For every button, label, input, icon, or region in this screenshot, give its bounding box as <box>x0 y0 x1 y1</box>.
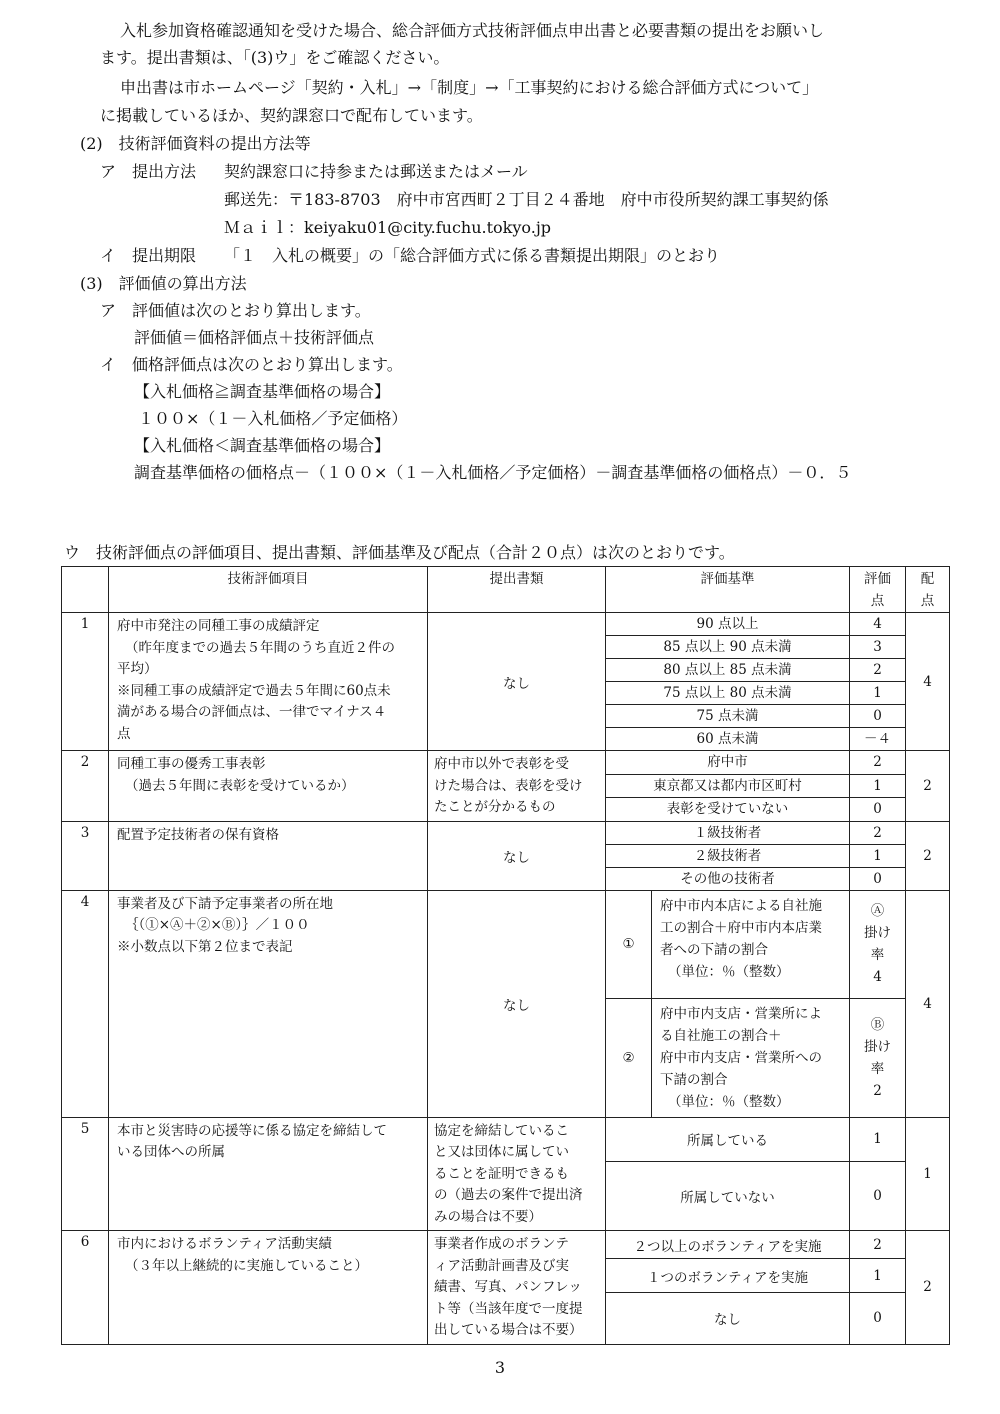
criteria-label: 75 点以上 80 点未満 <box>606 682 850 705</box>
criteria-label: 60 点未満 <box>606 728 850 751</box>
row-number: 2 <box>62 751 109 822</box>
sub-item-text: 府中市内本店による自社施 工の割合＋府中市内本店業 者への下請の割合 （単位：％（整数） <box>652 890 850 998</box>
criteria-score: 1 <box>850 844 906 867</box>
row-allocation: 4 <box>906 613 950 751</box>
criteria-label: 80 点以上 85 点未満 <box>606 659 850 682</box>
row-docs: なし <box>428 613 606 751</box>
row-item: 府中市発注の同種工事の成績評定 （昨年度までの過去５年間のうち直近２件の 平均） ※同種工事の成績評定で過去５年間に60点未 満がある場合の評価点は、一律でマイナス４ 点 <box>109 613 428 751</box>
price-case-1: 【入札価格≧調査基準価格の場合】 <box>134 382 391 401</box>
evaluation-value-formula: 評価値＝価格評価点＋技術評価点 <box>134 328 375 347</box>
row-allocation: 4 <box>906 890 950 1117</box>
section-3-heading: (3) 評価値の算出方法 <box>80 274 247 293</box>
header-criteria: 評価基準 <box>606 567 850 613</box>
sub-item-mark: ② <box>606 998 652 1117</box>
section-2-heading: (2) 技術評価資料の提出方法等 <box>80 134 311 153</box>
evaluation-table <box>61 566 950 1345</box>
criteria-score: 1 <box>850 774 906 798</box>
price-score-note: イ 価格評価点は次のとおり算出します。 <box>100 355 403 374</box>
row-item: 事業者及び下請予定事業者の所在地 ｛（①×Ⓐ＋②×Ⓑ）｝／１００ ※小数点以下第２位まで表記 <box>109 890 428 1117</box>
price-formula-2: 調査基準価格の価格点－（１００×（１－入札価格／予定価格）－調査基準価格の価格点）－０．５ <box>134 463 852 482</box>
row-docs: なし <box>428 890 606 1117</box>
email-address: Ｍａｉｌ：keiyaku01@city.fuchu.tokyo.jp <box>224 218 552 237</box>
row-allocation: 2 <box>906 1231 950 1345</box>
sub-item-text: 府中市内支店・営業所によ る自社施工の割合＋ 府中市内支店・営業所への 下請の割合 （単位：％（整数） <box>652 998 850 1117</box>
row-item: 配置予定技術者の保有資格 <box>109 821 428 890</box>
row-number: 6 <box>62 1231 109 1345</box>
row-allocation: 1 <box>906 1117 950 1231</box>
row-number: 4 <box>62 890 109 1117</box>
row-allocation: 2 <box>906 821 950 890</box>
header-score: 評価 点 <box>850 567 906 613</box>
table-row <box>62 1231 950 1259</box>
criteria-label: 東京都又は都内市区町村 <box>606 774 850 798</box>
paragraph-2-line-2: に掲載しているほか、契約課窓口で配布しています。 <box>100 106 483 125</box>
table-row <box>62 821 950 844</box>
row-number: 1 <box>62 613 109 751</box>
rate-a: Ⓐ 掛け 率 4 <box>850 890 906 998</box>
evaluation-value-note: ア 評価値は次のとおり算出します。 <box>100 301 371 320</box>
price-formula-1: １００×（１－入札価格／予定価格） <box>138 409 408 428</box>
criteria-score: 0 <box>850 798 906 822</box>
mailing-address: 郵送先：〒183-8703 府中市宮西町２丁目２４番地 府中市役所契約課工事契約係 <box>224 190 829 209</box>
table-header-row <box>62 567 950 613</box>
criteria-score: 4 <box>850 613 906 636</box>
criteria-score: 1 <box>850 682 906 705</box>
criteria-label: 府中市 <box>606 751 850 775</box>
submission-method-label: ア 提出方法 <box>100 162 197 181</box>
row-item: 市内におけるボランティア活動実績 （３年以上継続的に実施していること） <box>109 1231 428 1345</box>
criteria-score: 0 <box>850 705 906 728</box>
criteria-score: 0 <box>850 1162 906 1231</box>
table-row <box>62 1117 950 1162</box>
paragraph-1-line-2: ます。提出書類は、「(3)ウ」をご確認ください。 <box>100 48 450 67</box>
row-item: 同種工事の優秀工事表彰 （過去５年間に表彰を受けているか） <box>109 751 428 822</box>
criteria-label: その他の技術者 <box>606 867 850 890</box>
paragraph-1-line-1: 入札参加資格確認通知を受けた場合、総合評価方式技術評価点申出書と必要書類の提出をお願いし <box>120 21 825 40</box>
submission-deadline-label: イ 提出期限 <box>100 246 197 265</box>
header-allocation: 配 点 <box>906 567 950 613</box>
criteria-label: なし <box>606 1293 850 1344</box>
criteria-label: 所属している <box>606 1117 850 1162</box>
row-docs: なし <box>428 821 606 890</box>
paragraph-2-line-1: 申出書は市ホームページ「契約・入札」→「制度」→「工事契約における総合評価方式について」 <box>120 78 819 97</box>
submission-deadline-value: 「１ 入札の概要」の「総合評価方式に係る書類提出期限」のとおり <box>224 246 721 265</box>
submission-method-value: 契約課窓口に持参または郵送またはメール <box>224 162 528 181</box>
row-number: 3 <box>62 821 109 890</box>
row-item: 本市と災害時の応援等に係る協定を締結して いる団体への所属 <box>109 1117 428 1231</box>
criteria-score: 1 <box>850 1259 906 1293</box>
row-docs: 協定を締結しているこ と又は団体に属してい ることを証明できるも の（過去の案件で提出済 みの場合は不要） <box>428 1117 606 1231</box>
row-docs: 府中市以外で表彰を受 けた場合は、表彰を受け たことが分かるもの <box>428 751 606 822</box>
criteria-label: 表彰を受けていない <box>606 798 850 822</box>
criteria-score: 2 <box>850 659 906 682</box>
table-row <box>62 751 950 775</box>
row-number: 5 <box>62 1117 109 1231</box>
criteria-label: １つのボランティアを実施 <box>606 1259 850 1293</box>
criteria-score: 0 <box>850 1293 906 1344</box>
table-row <box>62 890 950 998</box>
criteria-score: 3 <box>850 636 906 659</box>
criteria-label: 75 点未満 <box>606 705 850 728</box>
criteria-score: 0 <box>850 867 906 890</box>
criteria-label: ２級技術者 <box>606 844 850 867</box>
criteria-score: 2 <box>850 1231 906 1259</box>
row-docs: 事業者作成のボランテ ィア活動計画書及び実 績書、写真、パンフレッ ト等（当該年度で一度提 出している場合は不要） <box>428 1231 606 1345</box>
row-allocation: 2 <box>906 751 950 822</box>
criteria-label: 所属していない <box>606 1162 850 1231</box>
criteria-label: 85 点以上 90 点未満 <box>606 636 850 659</box>
criteria-score: 2 <box>850 821 906 844</box>
criteria-score: 1 <box>850 1117 906 1162</box>
header-docs: 提出書類 <box>428 567 606 613</box>
table-caption: ウ 技術評価点の評価項目、提出書類、評価基準及び配点（合計２０点）は次のとおりです。 <box>64 543 735 562</box>
criteria-score: －４ <box>850 728 906 751</box>
price-case-2: 【入札価格＜調査基準価格の場合】 <box>134 436 391 455</box>
header-no <box>62 567 109 613</box>
criteria-label: 90 点以上 <box>606 613 850 636</box>
page-number: 3 <box>494 1358 506 1377</box>
criteria-label: １級技術者 <box>606 821 850 844</box>
sub-item-mark: ① <box>606 890 652 998</box>
criteria-label: ２つ以上のボランティアを実施 <box>606 1231 850 1259</box>
criteria-score: 2 <box>850 751 906 775</box>
table-row <box>62 613 950 636</box>
header-item: 技術評価項目 <box>109 567 428 613</box>
rate-b: Ⓑ 掛け 率 2 <box>850 998 906 1117</box>
